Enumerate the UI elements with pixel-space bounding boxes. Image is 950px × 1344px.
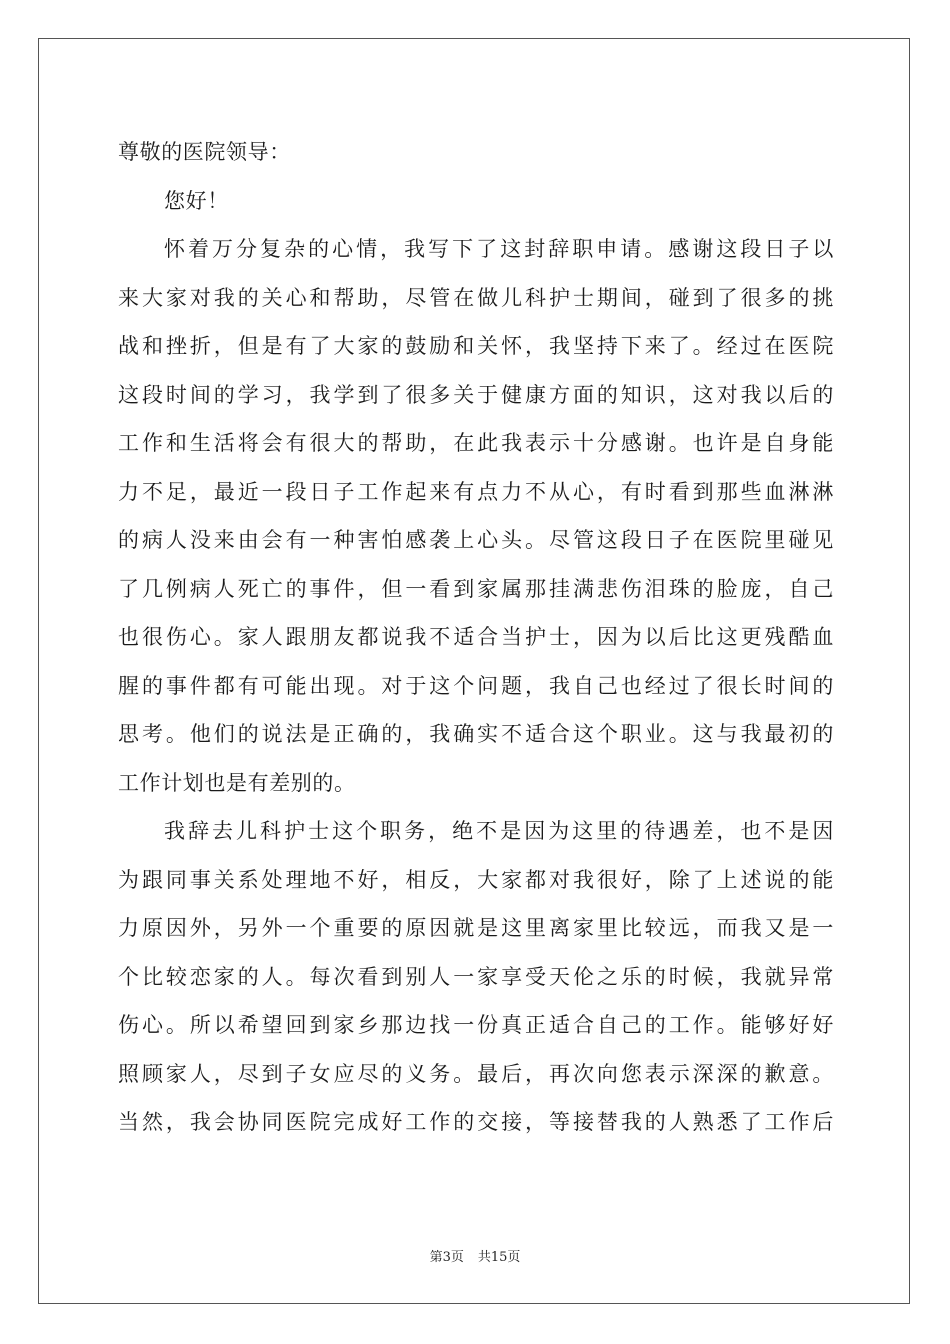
text-line: 为跟同事关系处理地不好，相反，大家都对我很好，除了上述说的能 [118, 867, 834, 892]
document-body [118, 128, 834, 1147]
greeting: 您好！ [164, 188, 229, 213]
text-line: 了几例病人死亡的事件，但一看到家属那挂满悲伤泪珠的脸庞，自己 [118, 576, 834, 601]
text-line: 照顾家人，尽到子女应尽的义务。最后，再次向您表示深深的歉意。 [118, 1061, 834, 1086]
page-total: 共15页 [477, 1250, 521, 1265]
text-line: 怀着万分复杂的心情，我写下了这封辞职申请。感谢这段日子以 [164, 237, 834, 261]
page-footer [0, 1246, 950, 1265]
salutation: 尊敬的医院领导： [118, 140, 291, 164]
text-line: 伤心。所以希望回到家乡那边找一份真正适合自己的工作。能够好好 [118, 1013, 834, 1037]
text-line: 个比较恋家的人。每次看到别人一家享受天伦之乐的时候，我就异常 [118, 964, 834, 989]
text-line: 思考。他们的说法是正确的，我确实不适合这个职业。这与我最初的 [118, 722, 834, 746]
page-number: 第3页 [429, 1250, 464, 1265]
text-line: 腥的事件都有可能出现。对于这个问题，我自己也经过了很长时间的 [118, 673, 834, 698]
text-line: 当然，我会协同医院完成好工作的交接，等接替我的人熟悉了工作后 [118, 1110, 834, 1134]
paragraph-1 [118, 225, 834, 807]
text-line: 工作和生活将会有很大的帮助，在此我表示十分感谢。也许是自身能 [118, 431, 834, 455]
text-line: 力不足，最近一段日子工作起来有点力不从心，有时看到那些血淋淋 [118, 479, 834, 504]
text-line: 工作计划也是有差别的。 [118, 770, 356, 795]
paragraph-2 [118, 807, 834, 1147]
text-line: 我辞去儿科护士这个职务，绝不是因为这里的待遇差，也不是因 [164, 819, 834, 843]
text-line: 也很伤心。家人跟朋友都说我不适合当护士，因为以后比这更残酷血 [118, 625, 834, 649]
text-line: 战和挫折，但是有了大家的鼓励和关怀，我坚持下来了。经过在医院 [118, 334, 834, 358]
text-line: 来大家对我的关心和帮助，尽管在做儿科护士期间，碰到了很多的挑 [118, 285, 834, 310]
text-line: 这段时间的学习，我学到了很多关于健康方面的知识，这对我以后的 [118, 382, 834, 407]
text-line: 的病人没来由会有一种害怕感袭上心头。尽管这段日子在医院里碰见 [118, 528, 834, 552]
text-line: 力原因外，另外一个重要的原因就是这里离家里比较远，而我又是一 [118, 916, 834, 940]
